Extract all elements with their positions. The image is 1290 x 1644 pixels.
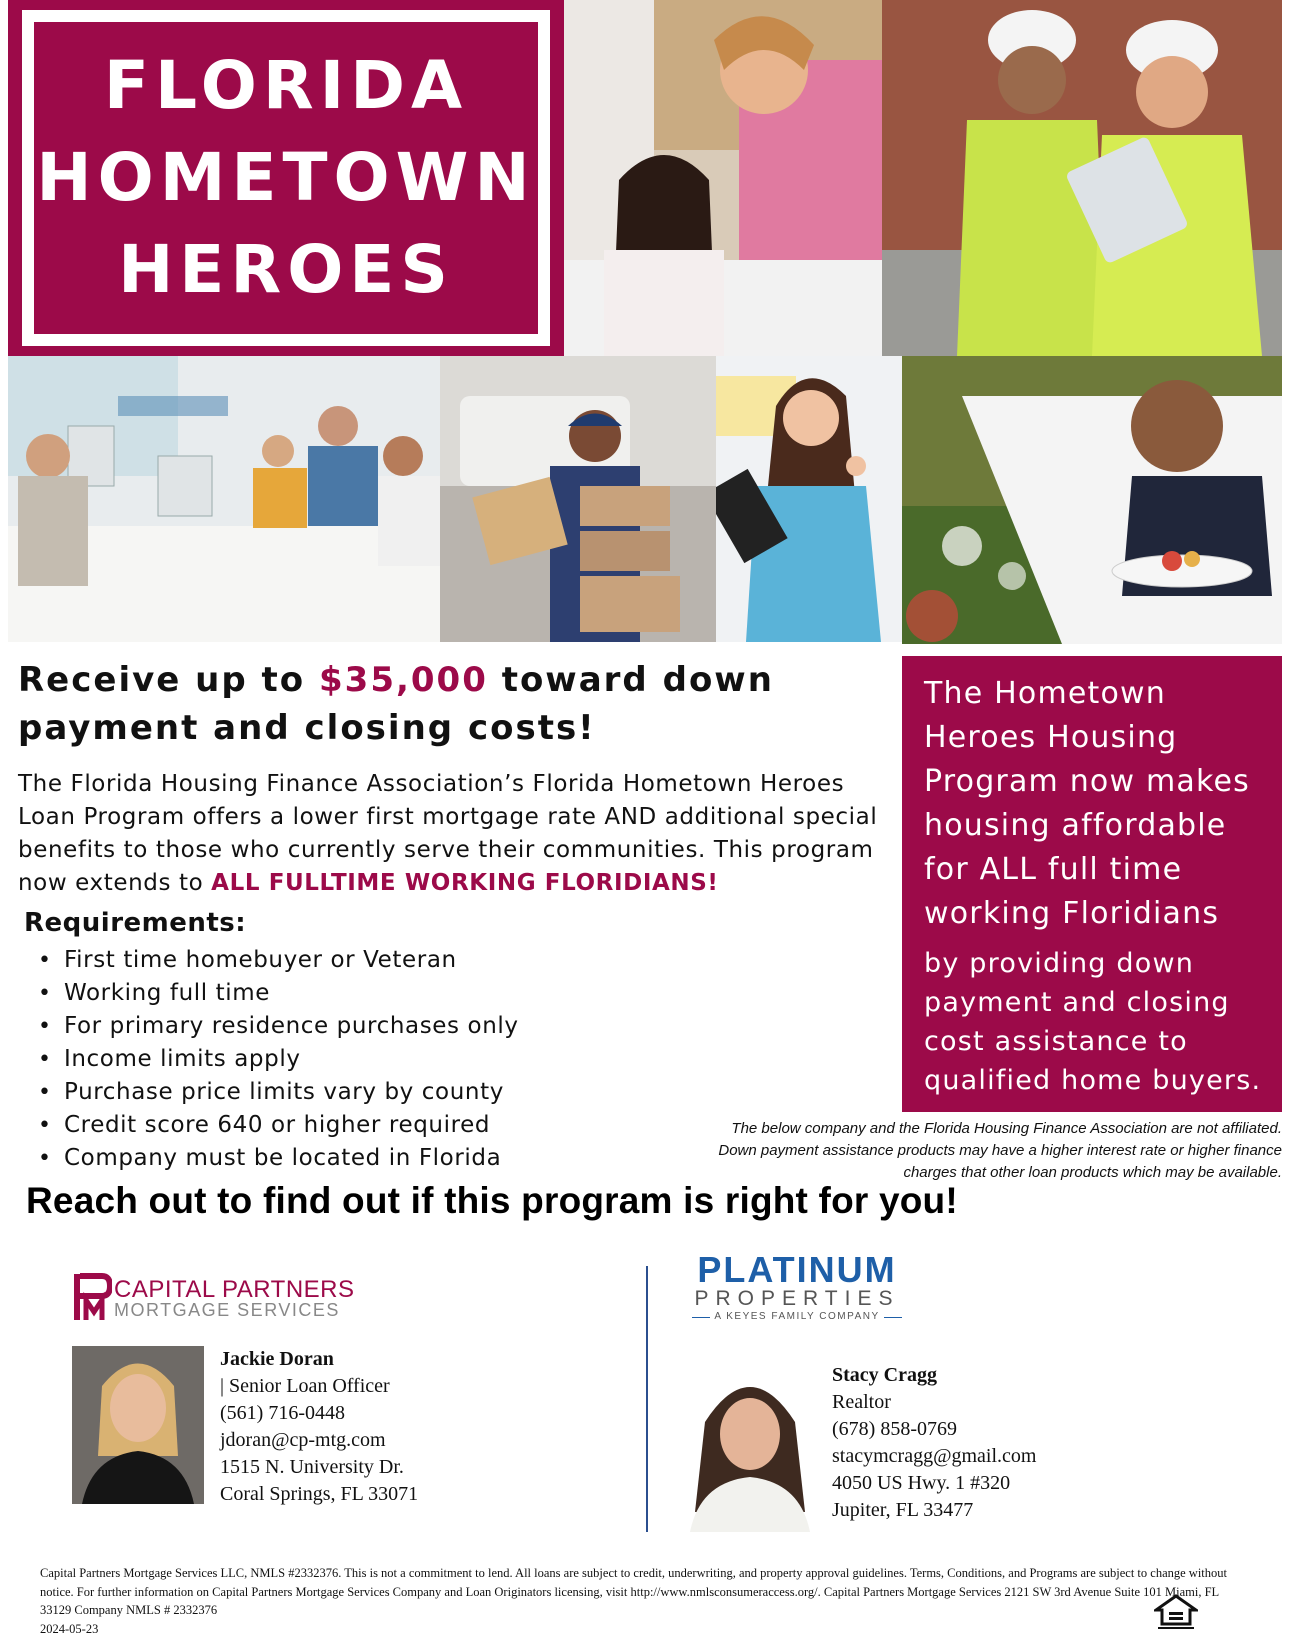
platinum-properties-logo — [672, 1249, 922, 1322]
headline-suffix: toward down payment and closing costs! — [18, 660, 774, 748]
photo-delivery-worker — [440, 356, 716, 642]
platinum-name: PLATINUM — [697, 1249, 897, 1290]
photo-office-workers — [8, 356, 440, 642]
intro-text: The Florida Housing Finance Association’s Florida Hometown Heroes Loan Program offers a lower first mortgage rate AND additional special benefits to those who currently serve their communities. This program now extends to — [18, 771, 878, 896]
title-frame — [22, 10, 550, 346]
photo-teacher-student — [564, 0, 882, 356]
call-to-action: Reach out to find out if this program is right for you! — [26, 1180, 958, 1221]
agent-email[interactable]: jdoran@cp-mtg.com — [220, 1429, 386, 1451]
capital-partners-sub: MORTGAGE SERVICES — [114, 1300, 340, 1320]
list-item: • Purchase price limits vary by county — [38, 1076, 678, 1109]
cpm-monogram-icon — [72, 1272, 112, 1322]
capital-partners-logo — [72, 1272, 355, 1324]
photo-chef — [902, 356, 1282, 644]
requirements-list — [38, 944, 678, 1175]
callout-sub-text: by providing down payment and closing cost assistance to qualified home buyers. — [924, 948, 1262, 1096]
headline — [18, 656, 878, 752]
agent-name: Jackie Doran — [220, 1348, 334, 1370]
platinum-tagline-text: A KEYES FAMILY COMPANY — [714, 1311, 880, 1322]
footer-text: Capital Partners Mortgage Services LLC, NMLS #2332376. This is not a commitment to lend. All loans are subject to credit, underwriting, and property approval guidelines. Terms, Conditions, and Programs are subject to change without notice. For further information on Capital Partners Mortgage Services Company and Loan Originators licensing, visit http://www.nmlsconsumeraccess.org/. Capital Partners Mortgage Services 2121 SW 3rd Avenue Suite 101 Miami, FL 33129 Company NMLS # 2332376 — [40, 1566, 1227, 1617]
list-item: • Working full time — [38, 977, 678, 1010]
title-line-2: HOMETOWN — [36, 139, 536, 216]
footer-date: 2024-05-23 — [40, 1621, 99, 1636]
title-line-3: HEROES — [118, 231, 454, 308]
platinum-sub: PROPERTIES — [694, 1287, 900, 1310]
intro-emphasis: ALL FULLTIME WORKING FLORIDIANS! — [211, 870, 719, 896]
headline-amount: $35,000 — [319, 660, 488, 700]
avatar — [680, 1362, 820, 1532]
agent-title: | Senior Loan Officer — [220, 1375, 390, 1397]
avatar — [72, 1346, 204, 1504]
photo-nurse — [716, 356, 902, 642]
agent-address-line-1: 4050 US Hwy. 1 #320 — [832, 1472, 1011, 1494]
list-item: • Credit score 640 or higher required — [38, 1109, 678, 1142]
equal-housing-icon — [1154, 1594, 1198, 1632]
list-item: • First time homebuyer or Veteran — [38, 944, 678, 977]
agent-email[interactable]: stacymcragg@gmail.com — [832, 1445, 1037, 1467]
agent-address-line-1: 1515 N. University Dr. — [220, 1456, 404, 1478]
list-item: • Income limits apply — [38, 1043, 678, 1076]
headline-prefix: Receive up to — [18, 660, 319, 700]
list-item: • For primary residence purchases only — [38, 1010, 678, 1043]
capital-partners-name: CAPITAL PARTNERS — [114, 1276, 355, 1303]
requirements-title: Requirements: — [24, 908, 247, 938]
contact-divider — [646, 1266, 648, 1532]
list-item: • Company must be located in Florida — [38, 1142, 678, 1175]
agent-phone[interactable]: (678) 858-0769 — [832, 1418, 957, 1440]
agent-phone[interactable]: (561) 716-0448 — [220, 1402, 345, 1424]
affiliation-disclaimer: The below company and the Florida Housing Finance Association are not affiliated. Down payment assistance products may have a higher interest rate or higher finance charges that other loan products which may be available. — [718, 1120, 1282, 1181]
intro-paragraph — [18, 768, 888, 900]
title-block — [8, 0, 564, 356]
agent-address-line-2: Coral Springs, FL 33071 — [220, 1483, 419, 1505]
agent-jackie-doran — [220, 1346, 418, 1508]
callout-main-text: The Hometown Heroes Housing Program now makes housing affordable for ALL full time working Floridians — [924, 676, 1250, 931]
agent-name: Stacy Cragg — [832, 1364, 937, 1386]
flyer-page — [8, 0, 1282, 1644]
agent-title: Realtor — [832, 1391, 891, 1413]
program-callout — [902, 656, 1282, 1112]
photo-construction-workers — [882, 0, 1282, 356]
agent-stacy-cragg — [832, 1362, 1036, 1524]
title-line-1: FLORIDA — [103, 47, 469, 124]
platinum-tagline — [672, 1310, 922, 1324]
legal-footer — [40, 1564, 1240, 1638]
agent-address-line-2: Jupiter, FL 33477 — [832, 1499, 974, 1521]
